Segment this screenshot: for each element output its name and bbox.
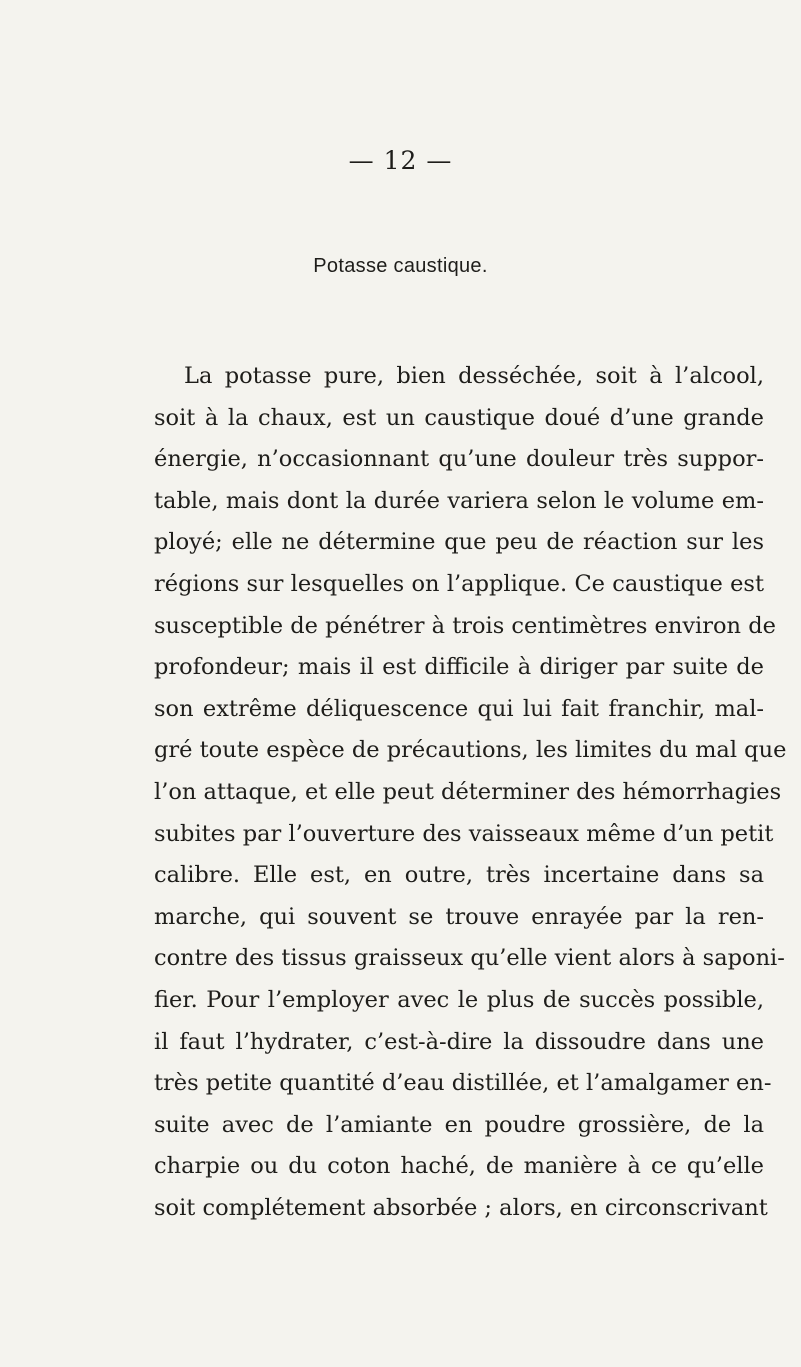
text-line: soit complétement absorbée ; alors, en circonscrivant [154,1194,768,1221]
text-line: l’on attaque, et elle peut déterminer des hémorrhagies [154,778,782,805]
text-line: très petite quantité d’eau distillée, et l’amalgamer en- [154,1070,772,1097]
text-line: table, mais dont la durée variera selon le volume em- [154,487,764,514]
text-line: énergie, n’occasionnant qu’une douleur très suppor- [154,446,764,473]
text-line: fier. Pour l’employer avec le plus de succès possible, [154,986,764,1013]
text-line: La potasse pure, bien desséchée, soit à l’alcool, [184,363,764,389]
text-line: susceptible de pénétrer à trois centimètres environ de [154,612,776,639]
page-number: — 12 — [348,146,453,175]
section-title: Potasse caustique. [313,255,488,277]
text-line: il faut l’hydrater, c’est-à-dire la dissoudre dans une [154,1028,764,1055]
text-line: charpie ou du coton haché, de manière à ce qu’elle [154,1153,764,1180]
text-line: contre des tissus graisseux qu’elle vient alors à saponi- [154,945,785,972]
text-line: marche, qui souvent se trouve enrayée par la ren- [154,903,764,930]
text-line: subites par l’ouverture des vaisseaux même d’un petit [154,820,774,847]
text-line: suite avec de l’amiante en poudre grossière, de la [154,1111,764,1138]
text-line: calibre. Elle est, en outre, très incertaine dans sa [154,862,764,889]
text-line: régions sur lesquelles on l’applique. Ce caustique est [154,570,764,597]
text-line: soit à la chaux, est un caustique doué d’une grande [154,404,764,431]
text-line: son extrême déliquescence qui lui fait franchir, mal- [154,695,764,722]
body-paragraph [154,356,787,1229]
text-line: ployé; elle ne détermine que peu de réaction sur les [154,529,764,556]
text-line: profondeur; mais il est difficile à diriger par suite de [154,654,764,681]
text-line: gré toute espèce de précautions, les limites du mal que [154,737,787,764]
